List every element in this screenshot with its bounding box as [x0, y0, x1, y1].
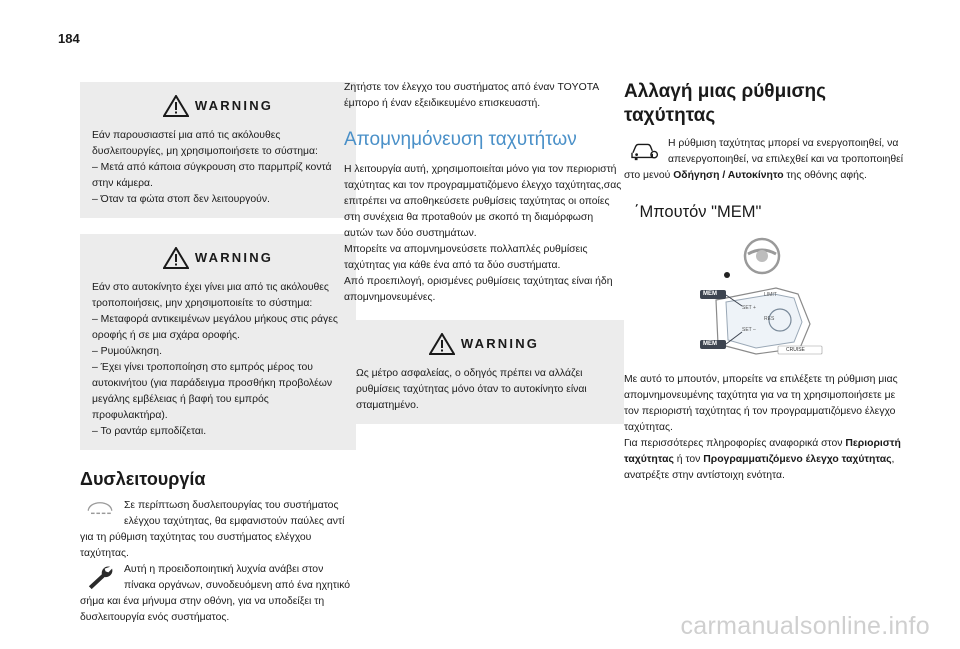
warning-title: WARNING — [194, 98, 274, 113]
mem-button-heading: ΄Μπουτόν "MEM" — [634, 203, 762, 221]
mem-body-b — [624, 436, 904, 484]
column-middle — [344, 80, 624, 424]
malfunction-para-1 — [80, 498, 356, 562]
car-settings-icon — [628, 138, 660, 162]
set-plus-label: SET + — [742, 305, 756, 311]
memory-para-2: Μπορείτε να απομνημονεύσετε πολλαπλές ρυθμίσεις ταχύτητας για κάθε ένα από τα δύο συστήματα. — [344, 244, 588, 271]
memory-para-1: Η λειτουργία αυτή, χρησιμοποιείται μόνο για τον περιοριστή ταχύτητας και τον προγραμματιζόμενο έλεγχο ταχύτητας,σας επιτρέπει να αποθηκεύσετε ρυθμίσεις ταχύτητας οι οποίες στη συνέχεια θα προταθούν με σκοπό τη διαμόρφωση αυτών των δύο συστημάτων. — [344, 164, 622, 239]
warning-header — [92, 92, 344, 120]
mem-body-d-text: , ανατρέξτε στην αντίστοιχη ενότητα. — [624, 454, 895, 481]
warning-triangle-icon — [163, 247, 189, 269]
intro-text-b: της οθόνης αφής. — [783, 170, 867, 181]
cruise-label: CRUISE — [786, 347, 805, 353]
memory-para-3: Από προεπιλογή, ορισμένες ρυθμίσεις ταχύτητας είναι ήδη απομνημονευμένες. — [344, 276, 613, 303]
warning-triangle-icon — [163, 95, 189, 117]
warning-item: – Μετά από κάποια σύγκρουση στο παρμπρίζ κοντά στην κάμερα. — [92, 162, 332, 189]
mem-body-a: Με αυτό το μπουτόν, μπορείτε να επιλέξετε τη ρύθμιση μιας απομνημονευμένης ταχύτητα για να τη χρησιμοποιήσετε με τον περιοριστή ταχύτητας ή τον προγραμματιζόμενο έλεγχο ταχύτητας. — [624, 374, 898, 433]
warning-item: – Το ραντάρ εμποδίζεται. — [92, 426, 207, 437]
column-right — [624, 80, 904, 484]
warning-intro: Εάν στο αυτοκίνητο έχει γίνει μια από τις ακόλουθες τροποποιήσεις, μην χρησιμοποιείτε το σύστημα: — [92, 282, 329, 309]
warning-box-1 — [80, 82, 356, 218]
steering-wheel-icon — [742, 236, 782, 276]
intro-menu-path: Οδήγηση / Αυτοκίνητο — [673, 170, 784, 181]
warning-header — [92, 244, 344, 272]
change-speed-intro — [624, 136, 904, 184]
watermark: carmanualsonline.info — [680, 612, 930, 640]
wrench-icon — [84, 564, 116, 590]
limit-label: LIMIT — [764, 292, 777, 298]
mem-button-illustration — [624, 236, 904, 358]
warning-item: – Ρυμούλκηση. — [92, 346, 162, 357]
warning-title: WARNING — [194, 250, 274, 265]
warning-item: – Μεταφορά αντικειμένων μεγάλου μήκους στις ράγες οροφής ή σε μια σχάρα οροφής. — [92, 314, 338, 341]
cruise-control-stalk-icon — [698, 284, 828, 358]
cruise-control-ref: Προγραμματιζόμενο έλεγχο ταχύτητας — [703, 454, 892, 465]
speed-limiter-ref: Περιοριστή ταχύτητας — [624, 438, 901, 465]
memory-heading: Απομνημόνευση ταχυτήτων — [344, 129, 577, 150]
speed-dashes-icon — [84, 500, 116, 518]
warning-header — [356, 330, 612, 358]
change-speed-heading: Αλλαγή μιας ρύθμισης ταχύτητας — [624, 81, 826, 126]
warning-item: – Όταν τα φώτα στοπ δεν λειτουργούν. — [92, 194, 270, 205]
malfunction-para-2 — [80, 562, 356, 626]
column-left — [80, 80, 356, 626]
mem-label-bottom: MEM — [703, 341, 717, 347]
mem-label-top: MEM — [703, 291, 717, 297]
mem-body-b-text: Για περισσότερες πληροφορίες αναφορικά στον — [624, 438, 846, 449]
warning-title: WARNING — [460, 336, 540, 351]
malfunction-text-1: Σε περίπτωση δυσλειτουργίας του συστήματος ελέγχου ταχύτητας, θα εμφανιστούν παύλες αντί για τη ρύθμιση ταχύτητας του συστήματος ελέγχου ταχύτητας. — [80, 500, 345, 559]
warning-box-2 — [80, 234, 356, 450]
warning-intro: Εάν παρουσιαστεί μια από τις ακόλουθες δυσλειτουργίες, μη χρησιμοποιήσετε το σύστημα: — [92, 130, 318, 157]
mem-body — [624, 372, 904, 484]
dealer-para: Ζητήστε τον έλεγχο του συστήματος από έναν TOYOTA έμπορο ή έναν εξειδικευμένο επισκευαστή. — [344, 82, 599, 109]
page-number: 184 — [58, 31, 80, 46]
set-minus-label: SET – — [742, 327, 756, 333]
warning-text: Ως μέτρο ασφαλείας, ο οδηγός πρέπει να αλλάζει ρυθμίσεις ταχύτητας μόνο όταν το αυτοκίνητο είναι σταματημένο. — [356, 368, 587, 411]
intro-text-a: Η ρύθμιση ταχύτητας μπορεί να ενεργοποιηθεί, να απενεργοποιηθεί, να επιλεχθεί και να τροποποιηθεί στο μενού — [624, 138, 904, 181]
control-dot — [724, 272, 730, 278]
warning-box-3 — [344, 320, 624, 424]
res-label: RES — [764, 316, 775, 322]
warning-item: – Έχει γίνει τροποποίηση στο εμπρός μέρος του αυτοκινήτου (για παράδειγμα προσθήκη προβολέων μεγάλης εμβέλειας ή βαφή του εμπρός προφυλακτήρα). — [92, 362, 333, 421]
malfunction-text-2: Αυτή η προειδοποιητική λυχνία ανάβει στον πίνακα οργάνων, συνοδευόμενη από ένα ηχητικό σήμα και ένα μήνυμα στην οθόνη, για να υποδείξει τη δυσλειτουργία ενός συστήματος. — [80, 564, 351, 623]
mem-body-c-text: ή τον — [673, 454, 704, 465]
warning-triangle-icon — [429, 333, 455, 355]
malfunction-heading: Δυσλειτουργία — [80, 469, 206, 489]
